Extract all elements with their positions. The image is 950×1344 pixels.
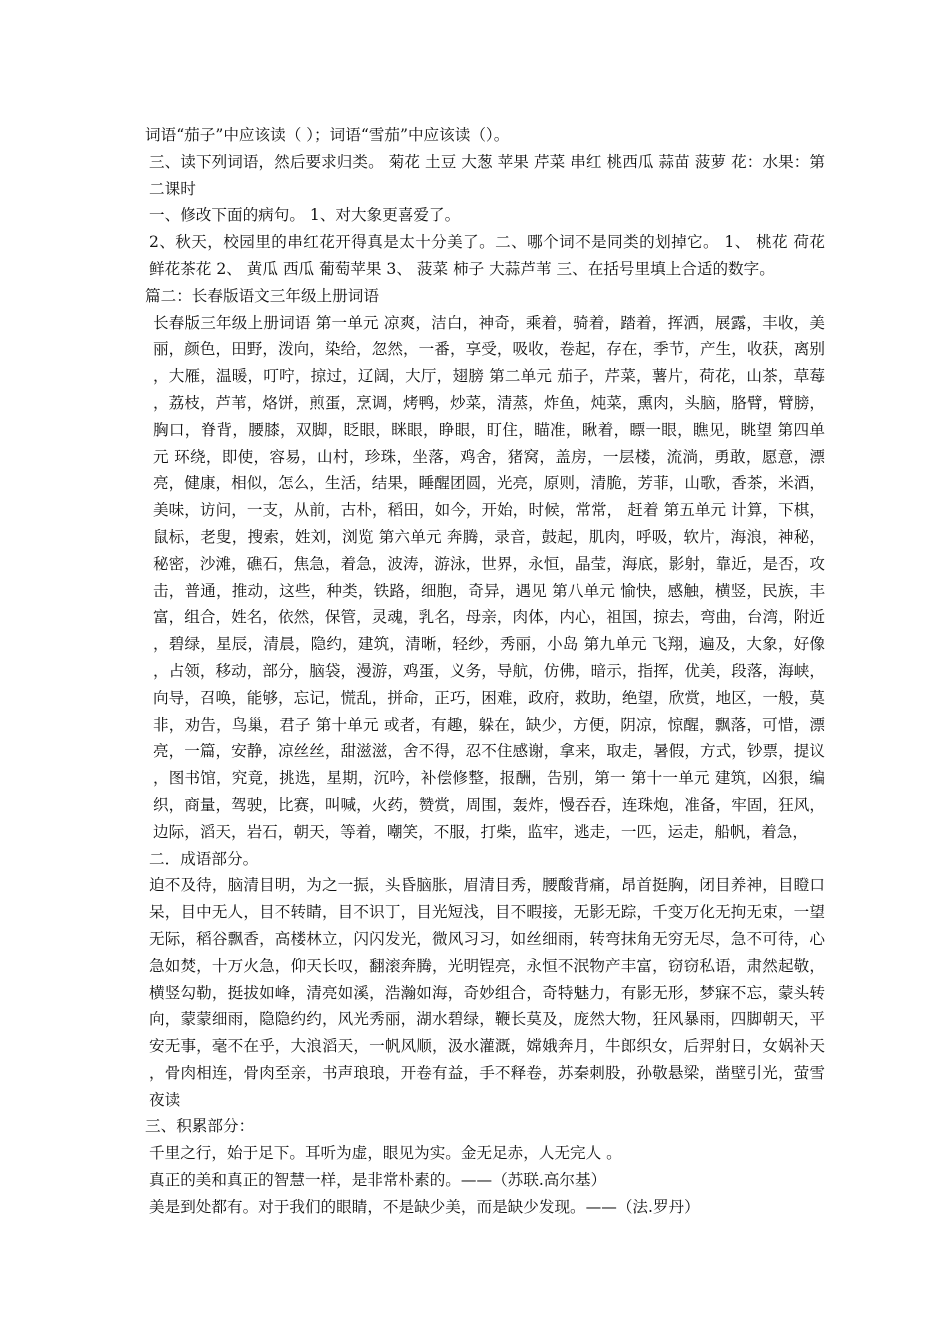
paragraph-quote-rodin: 美是到处都有。对于我们的眼睛，不是缺少美，而是缺少发现。——（法.罗丹） bbox=[149, 1197, 700, 1216]
paragraph-pronunciation: 词语“茄子”中应该读（ ）；词语“雪茄”中应该读（）。 bbox=[145, 126, 510, 144]
document-body bbox=[145, 122, 825, 1221]
section-heading-idioms: 二．成语部分。 bbox=[149, 849, 259, 868]
paragraph-vocabulary-list: 长春版三年级上册词语 第一单元 凉爽，洁白，神奇，乘着，骑着，踏着，挥洒，展露，丰收，美丽，颜色，田野，泼向，染给，忽然，一番，享受，吸收，卷起，存在，季节，产生，收获，离别，大雁，温暖，叮咛，掠过，辽阔，大厅，翅膀 第二单元 茄子，芹菜，薯片，荷花，山茶，草莓，荔枝，芦苇，烙饼，煎蛋，烹调，烤鸭，炒菜，清蒸，炸鱼，炖菜，熏肉，头脑，胳臂，臂膀，胸口，脊背，腰膝，双脚，眨眼，眯眼，睁眼，盯住，瞄准，瞅着，瞟一眼，瞧见，眺望 第四单元 环绕，即使，容易，山村，珍珠，坐落，鸡舍，猪窝，盖房，一层楼，流淌，勇敢，愿意，漂亮，健康，相似，怎么，生活，结果，睡醒团圆，光亮，原则，清脆，芳菲，山歌，香茶，米酒，美味，访问，一支，从前，古朴，稻田，如今，开始，时候，常常， 赶着 第五单元 计算，下棋，鼠标，老叟，搜索，姓刘，浏览 第六单元 奔腾，录音，鼓起，肌肉，呼吸，软片，海浪，神秘，秘密，沙滩，礁石，焦急，着急，波涛，游泳，世界，永恒，晶莹，海底，影射，靠近，是否，攻击，普通，推动，这些，种类，铁路，细胞，奇异，遇见 第八单元 愉快，感触，横竖，民族，丰富，组合，姓名，依然，保管，灵魂，乳名，母亲，肉体，内心，祖国，掠去，弯曲，台湾，附近，碧绿，星辰，清晨，隐约，建筑，清晰，轻纱，秀丽，小岛 第九单元 飞翔，遍及，大象，好像，占领，移动，部分，脑袋，漫游，鸡蛋，义务，导航，仿佛，暗示，指挥，优美，段落，海峡，向导，召唤，能够，忘记，慌乱，拼命，正巧，困难，政府，救助，绝望，欣赏，地区，一般，莫非，劝告，鸟巢，君子 第十单元 或者，有趣，躲在，缺少，方便，阴凉，惊醒，飘落，可惜，漂亮，一篇，安静，凉丝丝，甜滋滋，舍不得，忍不住感谢，拿来，取走，暑假，方式，钞票，提议，图书馆，究竟，挑选，星期，沉吟，补偿修整，报酬，告别，第一 第十一单元 建筑，凶狠，编织，商量，驾驶，比赛，叫喊，火药，赞赏，周围，轰炸，慢吞吞，连珠炮，准备，牢固，狂风，边际，滔天，岩石，朝天，等着，嘲笑，不服，打柴，监牢，逃走，一匹，运走，船帆，着急， bbox=[153, 313, 825, 841]
paragraph-idioms-list: 迫不及待，脑清目明，为之一振，头昏脑胀，眉清目秀，腰酸背痛，昂首挺胸，闭目养神，目瞪口呆，目中无人，目不转睛，目不识丁，目光短浅，目不暇接，无影无踪，千变万化无拘无束，一望无际，稻谷飘香，高楼林立，闪闪发光，微风习习，如丝细雨，转弯抹角无穷无尽，急不可待，心急如焚，十万火急，仰天长叹，翻滚奔腾，光明锃亮，永恒不泯物产丰富，窃窃私语，肃然起敬，横竖勾勒，挺拔如峰，清亮如溪，浩瀚如海，奇妙组合，奇特魅力，有影无形，梦寐不忘，蒙头转向，蒙蒙细雨，隐隐约约，风光秀丽，湖水碧绿，鞭长莫及，庞然大物，狂风暴雨，四脚朝天，平安无事，毫不在乎，大浪滔天，一帆风顺，汲水灌溉，嫦娥奔月，牛郎织女，后羿射日，女娲补天，骨肉相连，骨肉至亲，书声琅琅，开卷有益，手不释卷，苏秦刺股，孙敬悬梁，凿壁引光，萤雪夜读 bbox=[149, 876, 825, 1109]
paragraph-exercises: 2、秋天，校园里的串红花开得真是太十分美了。二、哪个词不是同类的划掉它。 1、 桃花 荷花 鲜花茶花 2、 黄瓜 西瓜 葡萄苹果 3、 菠菜 柿子 大蒜芦苇 三、在括号里填上合适的数字。 bbox=[149, 233, 825, 278]
paragraph-proverbs: 千里之行，始于足下。耳听为虚，眼见为实。金无足赤，人无完人 。 bbox=[149, 1144, 622, 1163]
section-heading-accumulation: 三、积累部分： bbox=[145, 1117, 255, 1136]
paragraph-classify-words: 三、读下列词语，然后要求归类。 菊花 土豆 大葱 苹果 芹菜 串红 桃西瓜 蒜苗 菠萝 花：水果：第二课时 bbox=[149, 152, 825, 198]
paragraph-fix-sentence: 一、修改下面的病句。 1、对大象更喜爱了。 bbox=[149, 206, 461, 225]
section-heading-vocabulary: 篇二：长春版语文三年级上册词语 bbox=[145, 286, 379, 305]
paragraph-quote-gorky: 真正的美和真正的智慧一样，是非常朴素的。——（苏联.高尔基） bbox=[149, 1171, 607, 1190]
